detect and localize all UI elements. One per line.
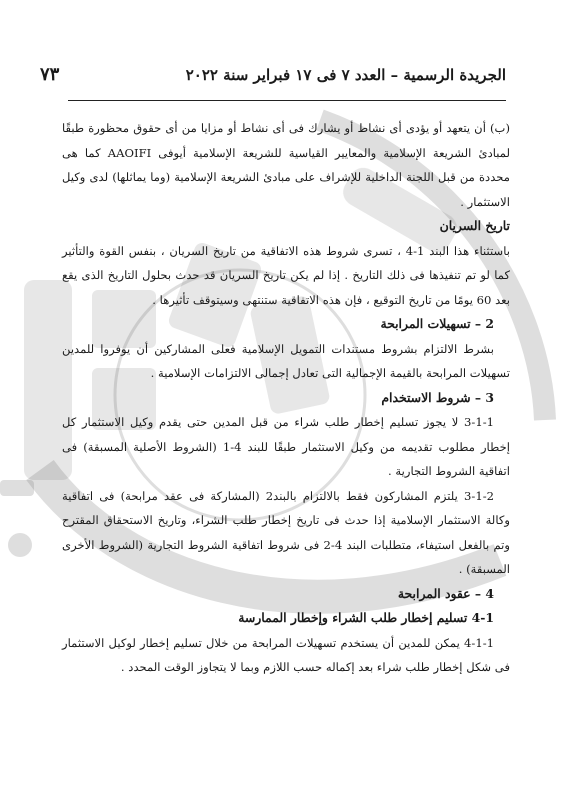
heading-section-4: 4 – عقود المرابحة	[397, 585, 494, 601]
heading-section-4-1: 4-1 تسليم إخطار طلب الشراء وإخطار الممارسة	[238, 610, 494, 625]
paragraph-3-1-1: 3-1-1 لا يجوز تسليم إخطار طلب شراء من قبل المدين حتى يقدم وكيل الاستثمار كل إخطار مطلوب تقديمه من وكيل الاستثمار طبقًا للبند 4-1 (الشروط الأصلية المسبقة) فى اتفاقية الشروط التجارية .	[62, 415, 510, 478]
document-body	[62, 116, 510, 680]
heading-section-3: 3 – شروط الاستخدام	[381, 389, 494, 405]
paragraph-item-b: (ب) أن يتعهد أو يؤدى أى نشاط أو يشارك فى أى نشاط أو مزايا من أى حقوق محظورة طبقًا لمبادئ الشريعة الإسلامية والمعايير القياسية للشريعة الإسلامية أيوفى AAOIFI كما هى محددة من قبل اللجنة الداخلية للإشراف على مبادئ الشريعة الإسلامية (وما يماثلها) لدى وكيل الاستثمار .	[62, 121, 510, 209]
page-header	[40, 64, 506, 92]
paragraph-4-1-1: 4-1-1 يمكن للمدين أن يستخدم تسهيلات المرابحة من خلال تسليم إخطار لوكيل الاستثمار فى شكل إخطار طلب شراء بعد إكماله حسب اللازم وبما لا يتجاوز الوقت المحدد .	[62, 635, 510, 674]
paragraph-3-1-2: 3-1-2 يلتزم المشاركون فقط بالالتزام بالبند2 (المشاركة فى عقد مرابحة) فى اتفاقية وكالة الاستثمار الإسلامية إذا حدث فى تاريخ إخطار طلب الشراء، وتاريخ الاستحقاق المقترح وتم بالفعل استيفاء، متطلبات البند 4-2 فى شروط اتفاقية الشروط التجارية (الشروط الأخرى المسبقة) .	[62, 488, 510, 576]
paragraph-effective-date: باستثناء هذا البند 1-4 ، تسرى شروط هذه الاتفاقية من تاريخ السريان ، بنفس القوة والتأثير كما لو تم تنفيذها فى ذلك التاريخ . إذا لم يكن تاريخ السريان قد حدث بحلول التاريخ الذى يقع بعد 60 يومًا من تاريخ التوقيع ، فإن هذه الاتفاقية ستنتهى وسيتوقف تأثيرها .	[62, 243, 510, 307]
gazette-header-title: الجريدة الرسمية – العدد ٧ فى ١٧ فبراير سنة ٢٠٢٢	[185, 66, 506, 84]
heading-section-2: 2 – تسهيلات المرابحة	[380, 316, 494, 331]
page-number: ٧٣	[40, 64, 60, 85]
paragraph-section-2: بشرط الالتزام بشروط مستندات التمويل الإسلامية فعلى المشاركين أن يوفروا للمدين تسهيلات المرابحة بالقيمة الإجمالية التى تعادل إجمالى الالتزامات الإسلامية .	[62, 341, 510, 380]
heading-effective-date: تاريخ السريان	[439, 218, 510, 233]
header-divider	[68, 100, 506, 101]
